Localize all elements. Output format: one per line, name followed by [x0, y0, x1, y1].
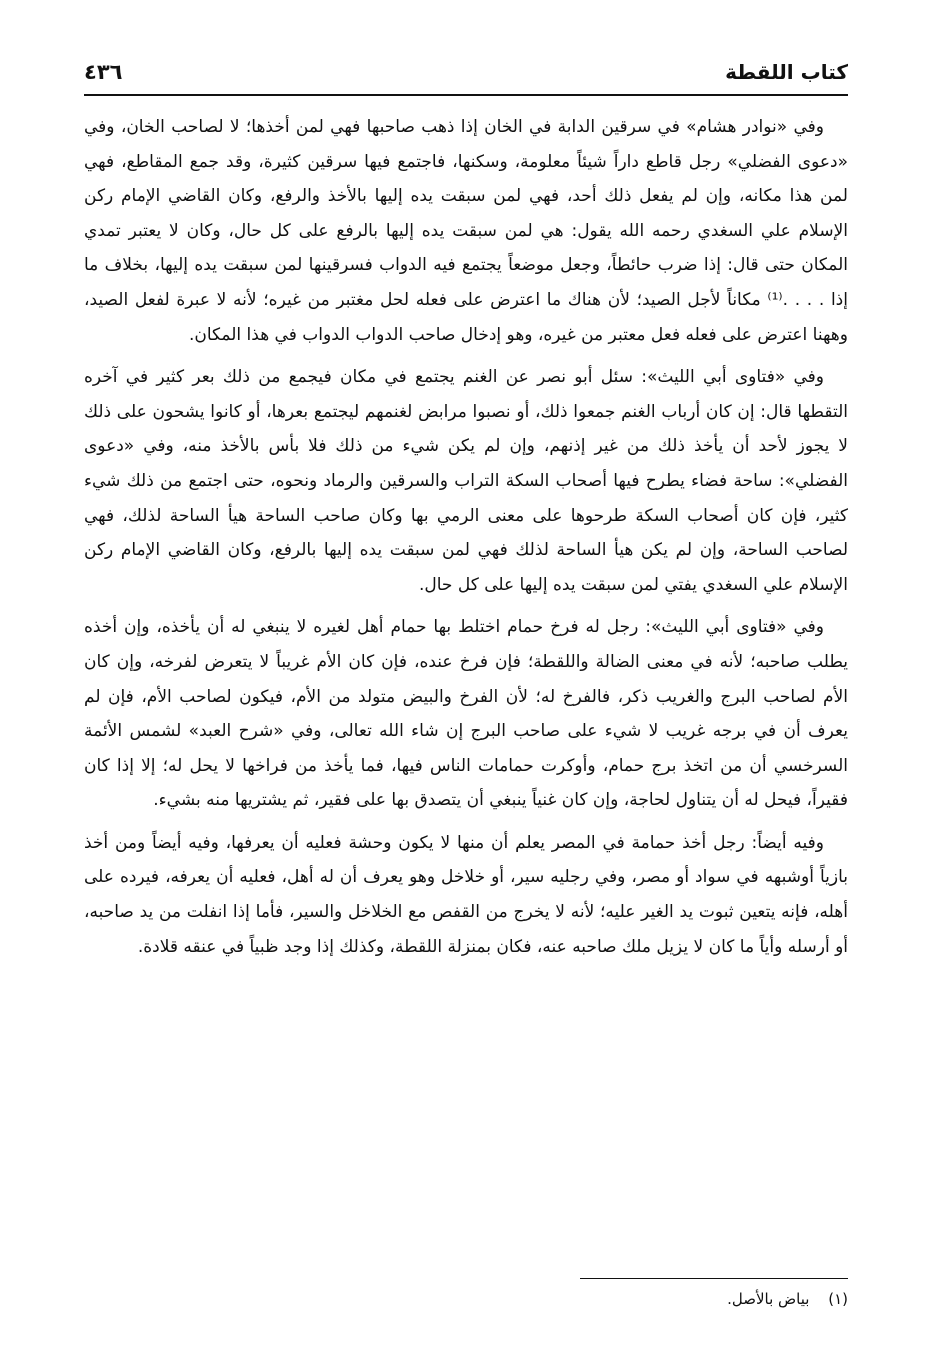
main-text — [84, 110, 848, 972]
paragraph: وفي «فتاوى أبي الليث»: سئل أبو نصر عن الغنم يجتمع في مكان فيجمع من ذلك بعر كثير في آخره التقطها قال: إن كان أرباب الغنم جمعوا ذلك، أو نصبوا مرابض لغنمهم ليجتمع بعرها، أو كانوا يشحون على ذلك لا يجوز لأحد أن يأخذ ذلك من غير إذنهم، وإن لم يكن شيء من ذلك فلا بأس بالأخذ منه، وفي «دعوى الفضلي»: ساحة فضاء يطرح فيها أصحاب السكة التراب والسرقين والرماد ونحوه، حتى اجتمع من ذلك شيء كثير، فإن كان أصحاب السكة طرحوها على معنى الرمي بها وكان صاحب الساحة هيأ الساحة لذلك، فهي لصاحب الساحة، وإن لم يكن هيأ الساحة لذلك فهي لمن سبقت يده إليها بالرفع، وكان القاضي الإمام ركن الإسلام علي السغدي يفتي لمن سبقت يده إليها على كل حال. — [84, 367, 848, 595]
paragraph: وفي «فتاوى أبي الليث»: رجل له فرخ حمام اختلط بها حمام أهل لغيره لا ينبغي له أن يأخذه، وإن أخذه يطلب صاحبه؛ لأنه في معنى الضالة واللقطة؛ فإن فرخ عنده، فإن كان الأم غريباً لا يتعرض لفرخه، وإن كان الأم لصاحب البرج والغريب ذكر، فالفرخ له؛ لأن الفرخ والبيض متولد من الأم، فيكون لصاحب الأم، فإن لم يعرف أن في برجه غريب لا شيء على صاحب البرج إن شاء الله تعالى، وفي «شرح العبد» لشمس الأئمة السرخسي أن من اتخذ برج حمام، وأوكرت حمامات الناس فيها، فما يأخذ من فراخها لا يحل له؛ إلا إذا كان فقيراً، فيحل له أن يتناول لحاجة، وإن كان غنياً ينبغي أن يتصدق بها على فقير، ثم يشتريها منه بشيء. — [84, 617, 848, 811]
paragraph: وفيه أيضاً: رجل أخذ حمامة في المصر يعلم أن منها لا يكون وحشة فعليه أن يعرفها، وفيه أيضاً ومن أخذ بازياً أوشبهه في سواد أو مصر، وفي رجليه سير، أو خلاخل وهو يعرف أن له أهل، فعليه أن يعرفه، فيرده على أهله، فإنه يتعين ثبوت يد الغير عليه؛ لأنه لا يخرج من القفص مع الخلاخل والسير، فأما إذا انفلت من يد صاحبه، أو أرسله وأياً ما كان لا يزيل ملك صاحبه عنه، فكان بمنزلة اللقطة، وكذلك إذا وجد ظبياً في عنقه قلادة. — [84, 832, 848, 957]
paragraph: وفي «نوادر هشام» في سرقين الدابة في الخان إذا ذهب صاحبها فهي لمن أخذها؛ لا لصاحب الخان، وفي «دعوى الفضلي» رجل قاطع داراً شيئاً معلومة، وسكنها، فاجتمع فيها سرقين كثيرة، وقد جمع المقاطع، فهي لمن هذا مكانه، وإن لم يفعل ذلك أحد، فهي لمن سبقت يده إليها بالأخذ والرفع، وكان القاضي الإمام ركن الإسلام علي السغدي رحمه الله يقول: هي لمن سبقت يده إليها بالرفع على كل حال، وكان لا يعتبر تمدي المكان حتى قال: إذا ضرب حائطاً، وجعل موضعاً يجتمع فيه الدواب فسرقينها لمن سبقت يده إليها، بخلاف ما إذا . . . .⁽¹⁾ مكاناً لأجل الصيد؛ لأن هناك ما اعترض على فعله لحل مغتبر من غيره؛ لأنه لا عبرة لفعل الصيد، وههنا اعترض على فعله فعل معتبر من غيره، وهو إدخال صاحب الدواب الدواب في هذا المكان. — [84, 117, 848, 345]
page-number: ٤٣٦ — [84, 60, 123, 84]
footnote — [84, 1290, 848, 1308]
footnote-marker: (١) — [828, 1290, 848, 1308]
footnote-text: بياض بالأصل. — [727, 1290, 810, 1308]
header-divider — [84, 94, 848, 96]
chapter-title: كتاب اللقطة — [725, 60, 848, 84]
footnote-divider — [580, 1278, 848, 1279]
page-header — [84, 52, 848, 92]
